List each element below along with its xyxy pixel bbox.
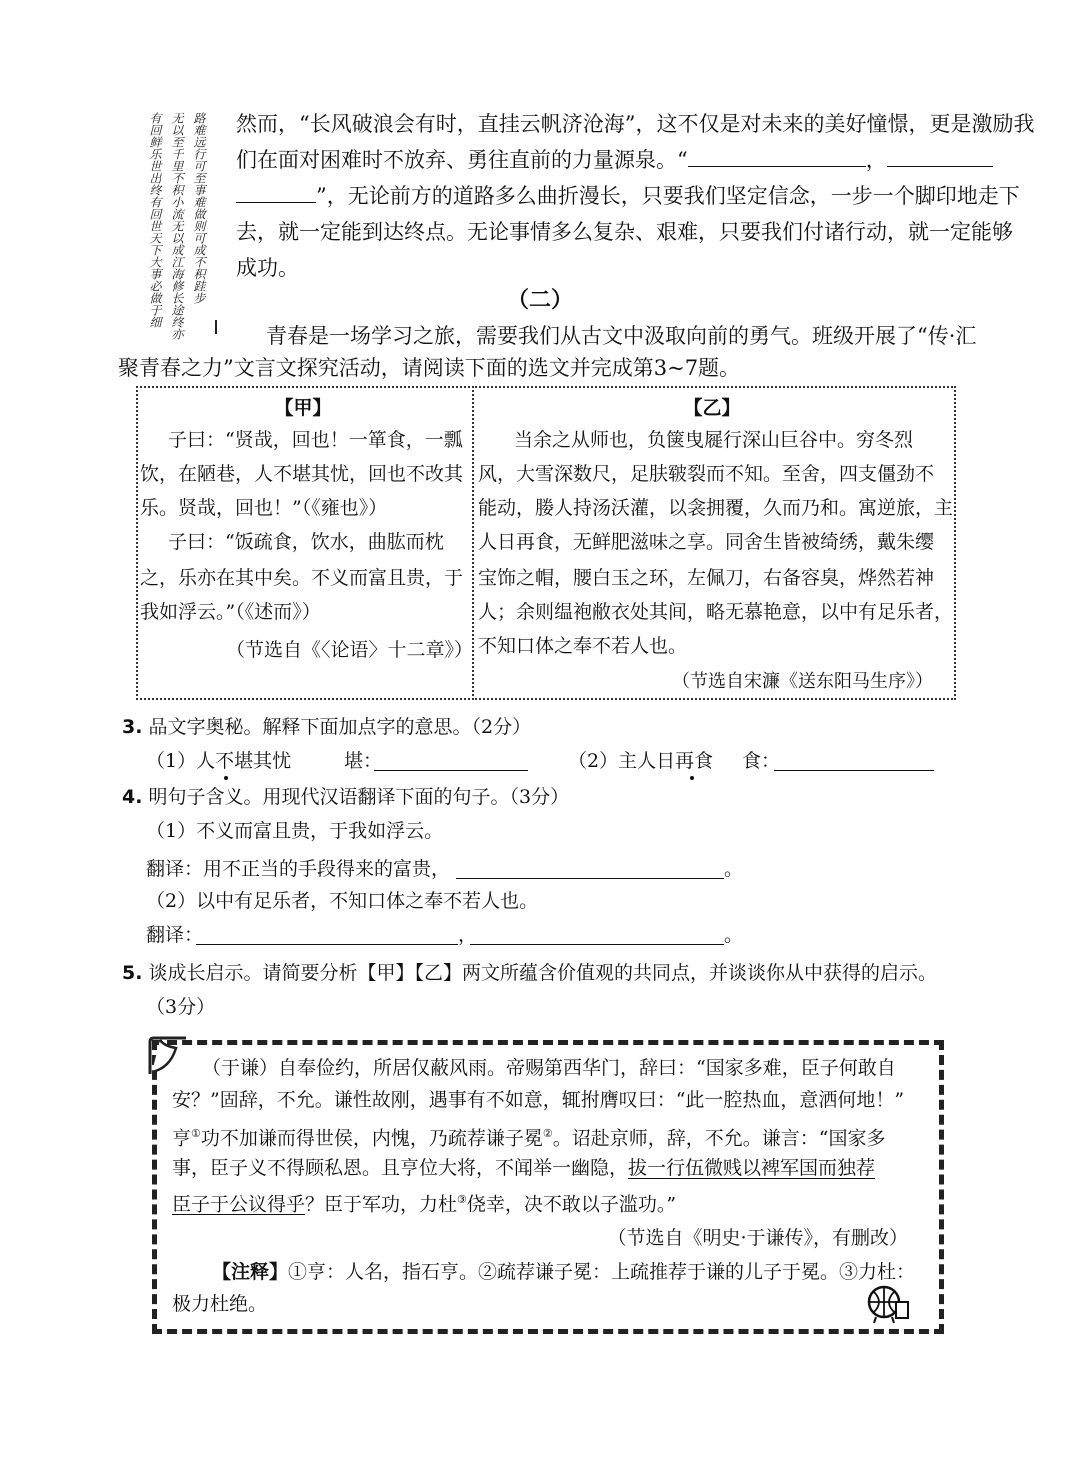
extra-passage-notes-line-2: 极力杜绝。 xyxy=(172,1293,268,1315)
extra-passage-source: （节选自《明史·于谦传》，有删改） xyxy=(607,1227,908,1249)
answer-blank-shi[interactable] xyxy=(774,770,934,771)
blank-quote-2a[interactable] xyxy=(887,144,993,167)
question-3-text: 品文字奥秘。解释下面加点字的意思。（2分） xyxy=(148,716,532,738)
margin-note-mark xyxy=(215,320,217,334)
question-5-number: 5. xyxy=(122,962,143,984)
extra-passage-line-5b: ？臣于军功，力杜 xyxy=(305,1193,458,1216)
passage-yi-line: 当余之从师也，负箧曳屣行深山巨谷中。穷冬烈 xyxy=(514,429,914,451)
answer-blank-translation-2b[interactable] xyxy=(470,944,724,945)
question-5-score: （3分） xyxy=(146,996,216,1018)
question-3-number: 3. xyxy=(122,716,143,738)
question-5 xyxy=(122,958,937,988)
footnote-mark-3: ③ xyxy=(457,1193,467,1206)
question-4-end-1: 。 xyxy=(724,858,744,880)
passage-jia-line: 子曰：“贤哉，回也！一箪食，一瓢 xyxy=(168,429,463,451)
section-heading: （二） xyxy=(506,287,573,313)
notes-text-1: ①亨：人名，指石亨。②疏荐谦子冕：上疏推荐于谦的儿子于冕。③力杜： xyxy=(288,1261,916,1283)
extra-passage-line-5 xyxy=(172,1184,920,1220)
question-3-item-1: （1）人不堪其忧 xyxy=(146,750,292,772)
extra-passage-line-3a: 亨 xyxy=(172,1127,192,1150)
notes-label: 【注释】 xyxy=(212,1261,289,1283)
extra-passage-line-3c: 。诏赴京师，辞，不允。谦言：“国家多 xyxy=(552,1127,886,1150)
intro-line-3 xyxy=(236,178,1020,214)
question-3-label-2: 食： xyxy=(742,750,781,772)
question-4 xyxy=(122,782,569,812)
question-3-item-2: （2）主人日再食 xyxy=(568,750,714,772)
blank-quote-2b[interactable] xyxy=(236,180,316,203)
intro-line-2-text: 们在面对困难时不放弃、勇往直前的力量源泉。“ xyxy=(236,148,688,172)
passage-yi-line: 宝饰之帽，腰白玉之环，左佩刀，右备容臭，烨然若神 xyxy=(478,567,935,589)
intro-line-1: 然而，“长风破浪会有时，直挂云帆济沧海”，这不仅是对未来的美好憧憬，更是激励我 xyxy=(236,112,1035,136)
question-3 xyxy=(122,712,531,742)
section-intro-line-2: 聚青春之力”文言文探究活动，请阅读下面的选文并完成第3~7题。 xyxy=(118,356,741,380)
extra-passage-line-2: 安？”固辞，不允。谦性故刚，遇事有不如意，辄拊膺叹曰：“此一腔热血，意洒何地！” xyxy=(172,1089,905,1111)
answer-blank-kan[interactable] xyxy=(374,770,528,771)
passage-yi-title: 【乙】 xyxy=(683,397,741,419)
passage-jia-line: 乐。贤哉，回也！”（《雍也》） xyxy=(140,497,388,519)
passage-yi-source: （节选自宋濂《送东阳马生序》） xyxy=(672,671,933,692)
emphasis-dot xyxy=(690,776,694,780)
extra-passage-line-3b: 功不加谦而得世侯，内愧，乃疏荐谦子冕 xyxy=(200,1127,543,1150)
intro-paragraph xyxy=(236,106,1035,286)
question-3-label-1: 堪： xyxy=(344,750,383,772)
question-4-translation-1: 翻译：用不正当的手段得来的富贵， xyxy=(146,858,451,880)
intro-line-5: 成功。 xyxy=(236,256,299,280)
passage-jia-line: 我如浮云。”（《述而》） xyxy=(140,601,321,623)
underlined-sentence-part-1: 拔一行伍微贱以裨军国而独荐 xyxy=(628,1157,876,1179)
question-4-translation-2: 翻译： xyxy=(146,924,204,946)
margin-note-column-2: 无以至千里不积小流无以成江海修长途终亦 xyxy=(170,112,184,340)
footnote-mark-1: ① xyxy=(191,1127,201,1140)
extra-passage-line-5c: 侥幸，决不敢以子滥功。” xyxy=(466,1193,677,1216)
intro-line-4: 去，就一定能到达终点。无论事情多么复杂、艰难，只要我们付诸行动，就一定能够 xyxy=(236,220,1013,244)
passage-yi-line: 能动，媵人持汤沃灌，以衾拥覆，久而乃和。寓逆旅，主 xyxy=(478,497,954,519)
passage-jia-line: 饮，在陋巷，人不堪其忧，回也不改其 xyxy=(140,463,464,485)
question-5-text: 谈成长启示。请简要分析【甲】【乙】两文所蕴含价值观的共同点，并谈谈你从中获得的启示。 xyxy=(148,962,938,984)
underlined-sentence-part-2: 臣子于公议得乎 xyxy=(172,1193,306,1216)
passage-jia-title: 【甲】 xyxy=(274,397,332,419)
intro-line-2-sep: ， xyxy=(865,148,887,172)
passage-yi-line: 不知口体之奉不若人也。 xyxy=(478,635,688,657)
answer-blank-translation-1[interactable] xyxy=(456,878,724,879)
extra-passage-line-4a: 事，臣子义不得顾私恩。且亨位大将，不闻举一幽隐， xyxy=(172,1157,629,1179)
blank-quote-1[interactable] xyxy=(688,144,866,167)
margin-note-column-3: 有回鲜乐世出终有回世天下大事必做于细 xyxy=(148,112,162,328)
question-4-end-2: 。 xyxy=(724,924,744,946)
extra-passage-line-4 xyxy=(172,1152,920,1184)
question-4-number: 4. xyxy=(122,786,143,808)
extra-passage-notes-line-1 xyxy=(172,1256,960,1288)
question-4-sep-2: ， xyxy=(458,924,478,946)
question-4-sentence-2: （2）以中有足乐者，不知口体之奉不若人也。 xyxy=(146,890,539,912)
passage-yi-line: 人日再食，无鲜肥滋味之享。同舍生皆被绮绣，戴朱缨 xyxy=(478,531,935,553)
answer-blank-translation-2a[interactable] xyxy=(196,944,458,945)
footnote-mark-2: ② xyxy=(542,1127,553,1140)
margin-note-column-1: 路难远行可至事难做则可成不积跬步 xyxy=(192,112,206,304)
intro-line-2 xyxy=(236,142,976,178)
passage-jia-line: 之，乐亦在其中矣。不义而富且贵，于 xyxy=(140,567,464,589)
passage-jia-line: 子曰：“饭疏食，饮水，曲肱而枕 xyxy=(168,531,444,553)
section-intro-line-1: 青春是一场学习之旅，需要我们从古文中汲取向前的勇气。班级开展了“传·汇 xyxy=(266,324,977,348)
globe-character-icon xyxy=(862,1284,914,1324)
question-4-text: 明句子含义。用现代汉语翻译下面的句子。（3分） xyxy=(148,786,570,808)
passage-yi-line: 风，大雪深数尺，足肤皲裂而不知。至舍，四支僵劲不 xyxy=(478,463,935,485)
extra-passage-line-3 xyxy=(172,1118,920,1154)
intro-line-3-text: ”，无论前方的道路多么曲折漫长，只要我们坚定信念，一步一个脚印地走下 xyxy=(316,184,1020,208)
passage-yi-line: 人；余则缊袍敝衣处其间，略无慕艳意，以中有足乐者， xyxy=(478,601,954,623)
extra-passage-line-1: （于谦）自奉俭约，所居仅蔽风雨。帝赐第西华门，辞曰：“国家多难，臣子何敢自 xyxy=(202,1057,896,1079)
question-4-sentence-1: （1）不义而富且贵，于我如浮云。 xyxy=(146,820,444,842)
passage-jia-source: （节选自《〈论语〉十二章》） xyxy=(226,639,474,661)
emphasis-dot xyxy=(224,776,228,780)
